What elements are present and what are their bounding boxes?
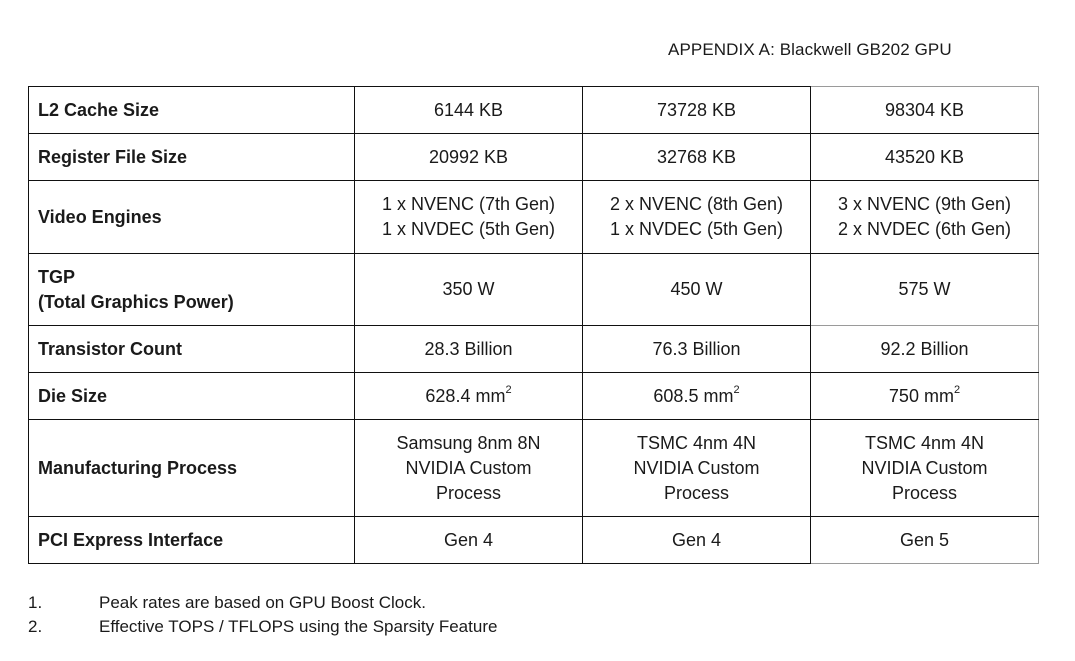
row-label: Video Engines [29, 181, 355, 254]
table-cell: Gen 5 [811, 517, 1039, 564]
cell-line: 2 x NVDEC (6th Gen) [837, 219, 1012, 239]
table-row-tgp [29, 254, 1039, 326]
table-cell: 43520 KB [811, 134, 1039, 181]
cell-line: 2 x NVENC (8th Gen) [609, 194, 784, 214]
footnote-1 [28, 591, 497, 615]
table-row-register-file [29, 134, 1039, 181]
cell-line: 1 x NVENC (7th Gen) [381, 194, 556, 214]
table-cell [355, 420, 583, 517]
table-cell: 350 W [355, 254, 583, 326]
footnote-2 [28, 615, 497, 639]
cell-line: Process [435, 482, 502, 503]
footnote-text: Peak rates are based on GPU Boost Clock. [99, 593, 426, 612]
cell-line: NVIDIA Custom [405, 457, 532, 478]
table-cell: 73728 KB [583, 87, 811, 134]
superscript: 2 [733, 383, 740, 396]
table-cell: 98304 KB [811, 87, 1039, 134]
table-cell: 575 W [811, 254, 1039, 326]
row-label: PCI Express Interface [29, 517, 355, 564]
cell-line: 1 x NVDEC (5th Gen) [381, 219, 556, 239]
table-row-die-size [29, 373, 1039, 420]
row-label: Die Size [29, 373, 355, 420]
row-label: Register File Size [29, 134, 355, 181]
table-cell [811, 420, 1039, 517]
table-cell: 20992 KB [355, 134, 583, 181]
row-label: L2 Cache Size [29, 87, 355, 134]
table-cell: 28.3 Billion [355, 326, 583, 373]
cell-line: NVIDIA Custom [633, 457, 760, 478]
cell-line: Samsung 8nm 8N [396, 432, 541, 453]
cell-value: 750 mm [888, 385, 954, 406]
table-cell: 6144 KB [355, 87, 583, 134]
label-line: (Total Graphics Power) [38, 291, 234, 312]
cell-line: Process [891, 482, 958, 503]
superscript: 2 [953, 383, 961, 396]
cell-line: Process [663, 482, 730, 503]
table-cell [583, 181, 811, 254]
table-cell [583, 373, 811, 420]
footnote-number: 1. [28, 593, 43, 612]
table-cell: Gen 4 [355, 517, 583, 564]
cell-line: NVIDIA Custom [861, 457, 988, 478]
cell-line: TSMC 4nm 4N [864, 432, 985, 453]
table-row-l2-cache [29, 87, 1039, 134]
table-cell: 92.2 Billion [811, 326, 1039, 373]
cell-value: 628.4 mm [425, 385, 506, 406]
footnotes [28, 591, 497, 639]
table-cell [811, 181, 1039, 254]
table-cell [811, 373, 1039, 420]
label-line: TGP [38, 266, 76, 287]
table-row-video-engines [29, 181, 1039, 254]
cell-line: 3 x NVENC (9th Gen) [837, 194, 1012, 214]
table-row-manufacturing-process [29, 420, 1039, 517]
spec-table [28, 86, 1039, 564]
table-row-pci-express [29, 517, 1039, 564]
table-cell: 32768 KB [583, 134, 811, 181]
row-label: Manufacturing Process [29, 420, 355, 517]
cell-line: TSMC 4nm 4N [636, 432, 757, 453]
table-cell [583, 420, 811, 517]
row-label: Transistor Count [29, 326, 355, 373]
row-label [29, 254, 355, 326]
table-cell: 450 W [583, 254, 811, 326]
table-row-transistor-count [29, 326, 1039, 373]
appendix-title: APPENDIX A: Blackwell GB202 GPU [668, 40, 952, 59]
table-cell: 76.3 Billion [583, 326, 811, 373]
cell-value: 608.5 mm [653, 385, 734, 406]
table-cell [355, 181, 583, 254]
footnote-number: 2. [28, 617, 43, 636]
table-cell: Gen 4 [583, 517, 811, 564]
table-cell [355, 373, 583, 420]
cell-line: 1 x NVDEC (5th Gen) [609, 219, 784, 239]
footnote-text: Effective TOPS / TFLOPS using the Sparsity Feature [99, 617, 498, 636]
superscript: 2 [505, 383, 512, 396]
